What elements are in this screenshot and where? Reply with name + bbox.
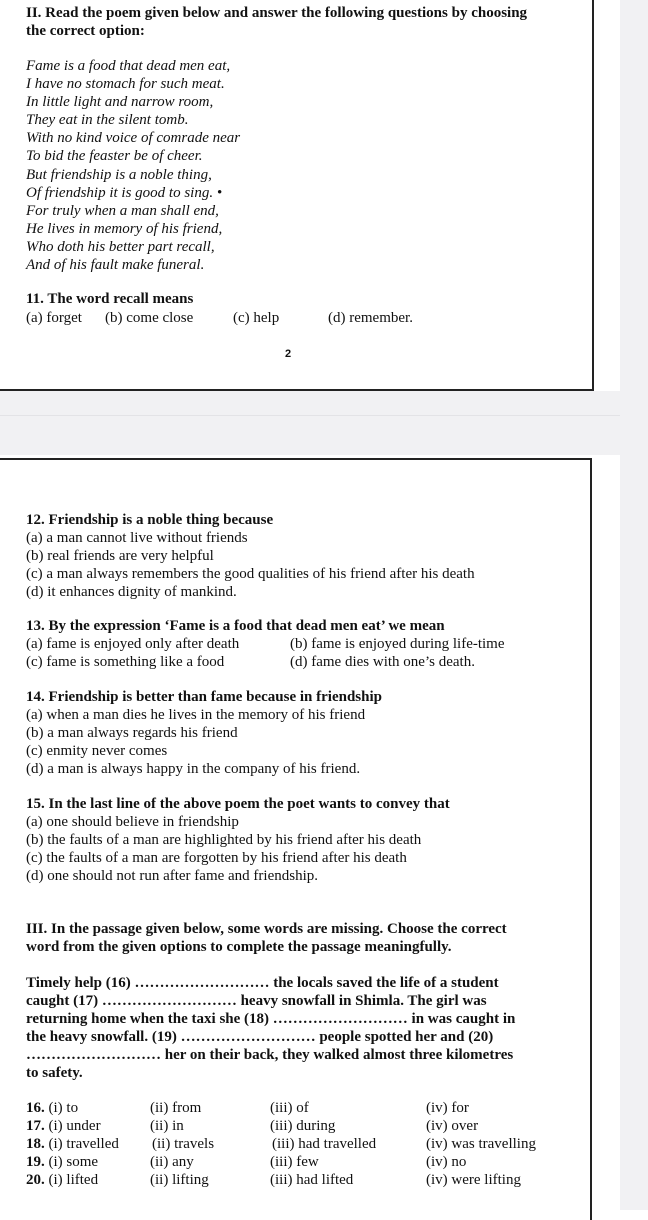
option-ii: (ii) from xyxy=(150,1100,202,1116)
row-number: 16. xyxy=(26,1100,45,1116)
row-number: 17. xyxy=(26,1118,45,1134)
question-15-block xyxy=(26,795,450,885)
q12-option: (a) a man cannot live without friends xyxy=(26,530,248,546)
passage-line: to safety. xyxy=(26,1065,83,1081)
q15-option: (c) the faults of a man are forgotten by his friend after his death xyxy=(26,850,407,866)
question-11: 11. The word recall means xyxy=(26,291,194,307)
q14-option: (b) a man always regards his friend xyxy=(26,725,238,741)
q12-option: (b) real friends are very helpful xyxy=(26,548,214,564)
row-number: 19. xyxy=(26,1154,45,1170)
poem-line: They eat in the silent tomb. xyxy=(26,112,189,129)
question-12: 12. Friendship is a noble thing because xyxy=(26,512,274,528)
section-2-heading-line-1: II. Read the poem given below and answer the following questions by choosing xyxy=(26,5,528,21)
question-15: 15. In the last line of the above poem the poet wants to convey that xyxy=(26,796,450,812)
q15-option: (a) one should believe in friendship xyxy=(26,814,239,830)
option-i: (i) travelled xyxy=(48,1136,119,1152)
option-iv: (iv) over xyxy=(426,1118,479,1134)
poem-line: To bid the feaster be of cheer. xyxy=(26,148,203,165)
passage-line: returning home when the taxi she (18) ……………………… in was caught in xyxy=(26,1011,516,1027)
poem-line: And of his fault make funeral. xyxy=(26,257,205,274)
row-number: 20. xyxy=(26,1172,45,1188)
section-3-heading-line-2: word from the given options to complete the passage meaningfully. xyxy=(26,939,452,955)
option-iii: (iii) during xyxy=(270,1118,336,1134)
poem-line: But friendship is a noble thing, xyxy=(26,166,212,183)
cloze-passage xyxy=(26,974,515,1082)
q12-option: (c) a man always remembers the good qualities of his friend after his death xyxy=(26,566,475,582)
option-iv: (iv) were lifting xyxy=(426,1172,521,1188)
q11-option-b: (b) come close xyxy=(105,310,194,326)
section-2-heading xyxy=(26,4,586,40)
passage-line: Timely help (16) ……………………… the locals saved the life of a student xyxy=(26,975,499,991)
row-number: 18. xyxy=(26,1136,45,1152)
option-iii: (iii) of xyxy=(270,1100,309,1116)
q15-option: (b) the faults of a man are highlighted by his friend after his death xyxy=(26,832,422,848)
q13-option-b: (b) fame is enjoyed during life-time xyxy=(290,636,505,652)
poem-line: In little light and narrow room, xyxy=(26,94,214,111)
poem-line: He lives in memory of his friend, xyxy=(26,220,223,237)
section-3-heading xyxy=(26,920,507,956)
passage-line: the heavy snowfall. (19) ……………………… people spotted her and (20) xyxy=(26,1029,494,1045)
poem-line: I have no stomach for such meat. xyxy=(26,76,225,93)
q14-option: (d) a man is always happy in the company of his friend. xyxy=(26,761,361,777)
page-number: 2 xyxy=(285,348,292,360)
option-i: (i) under xyxy=(48,1118,101,1134)
poem xyxy=(26,57,240,274)
option-ii: (ii) any xyxy=(150,1154,194,1170)
q12-option: (d) it enhances dignity of mankind. xyxy=(26,584,237,600)
option-i: (i) some xyxy=(48,1154,99,1170)
option-iv: (iv) no xyxy=(426,1154,467,1170)
option-i: (i) to xyxy=(48,1100,79,1116)
option-iii: (iii) had lifted xyxy=(270,1172,354,1188)
q11-option-c: (c) help xyxy=(233,310,280,326)
document-page-1 xyxy=(0,0,594,391)
option-i: (i) lifted xyxy=(48,1172,99,1188)
q13-option-a: (a) fame is enjoyed only after death xyxy=(26,636,240,652)
option-iii: (iii) few xyxy=(270,1154,319,1170)
q14-option: (a) when a man dies he lives in the memory of his friend xyxy=(26,707,366,723)
option-ii: (ii) lifting xyxy=(150,1172,209,1188)
question-14-block xyxy=(26,688,382,778)
option-iv: (iv) for xyxy=(426,1100,469,1116)
poem-line: Of friendship it is good to sing. • xyxy=(26,184,223,201)
poem-line: Who doth his better part recall, xyxy=(26,238,215,255)
option-iv: (iv) was travelling xyxy=(426,1136,536,1152)
passage-line: ……………………… her on their back, they walked almost three kilometres xyxy=(26,1047,514,1063)
q13-option-d: (d) fame dies with one’s death. xyxy=(290,654,475,670)
viewer-right-gutter xyxy=(620,0,648,1210)
option-ii: (ii) in xyxy=(150,1118,184,1134)
section-2-heading-line-2: the correct option: xyxy=(26,23,145,39)
poem-line: Fame is a food that dead men eat, xyxy=(26,58,231,74)
option-iii: (iii) had travelled xyxy=(272,1136,377,1152)
q15-option: (d) one should not run after fame and friendship. xyxy=(26,868,318,884)
question-12-block xyxy=(26,511,475,601)
section-3-heading-line-1: III. In the passage given below, some words are missing. Choose the correct xyxy=(26,921,507,937)
q13-option-c: (c) fame is something like a food xyxy=(26,654,225,670)
document-page-2 xyxy=(0,458,592,1220)
q11-option-d: (d) remember. xyxy=(328,310,413,326)
question-14: 14. Friendship is better than fame because in friendship xyxy=(26,689,382,705)
q14-option: (c) enmity never comes xyxy=(26,743,168,759)
passage-line: caught (17) ……………………… heavy snowfall in Shimla. The girl was xyxy=(26,993,487,1009)
poem-line: For truly when a man shall end, xyxy=(26,202,219,219)
poem-line: With no kind voice of comrade near xyxy=(26,130,241,147)
option-ii: (ii) travels xyxy=(152,1136,215,1152)
q11-option-a: (a) forget xyxy=(26,310,82,326)
question-13: 13. By the expression ‘Fame is a food that dead men eat’ we mean xyxy=(26,618,445,634)
page-gap xyxy=(0,391,620,455)
